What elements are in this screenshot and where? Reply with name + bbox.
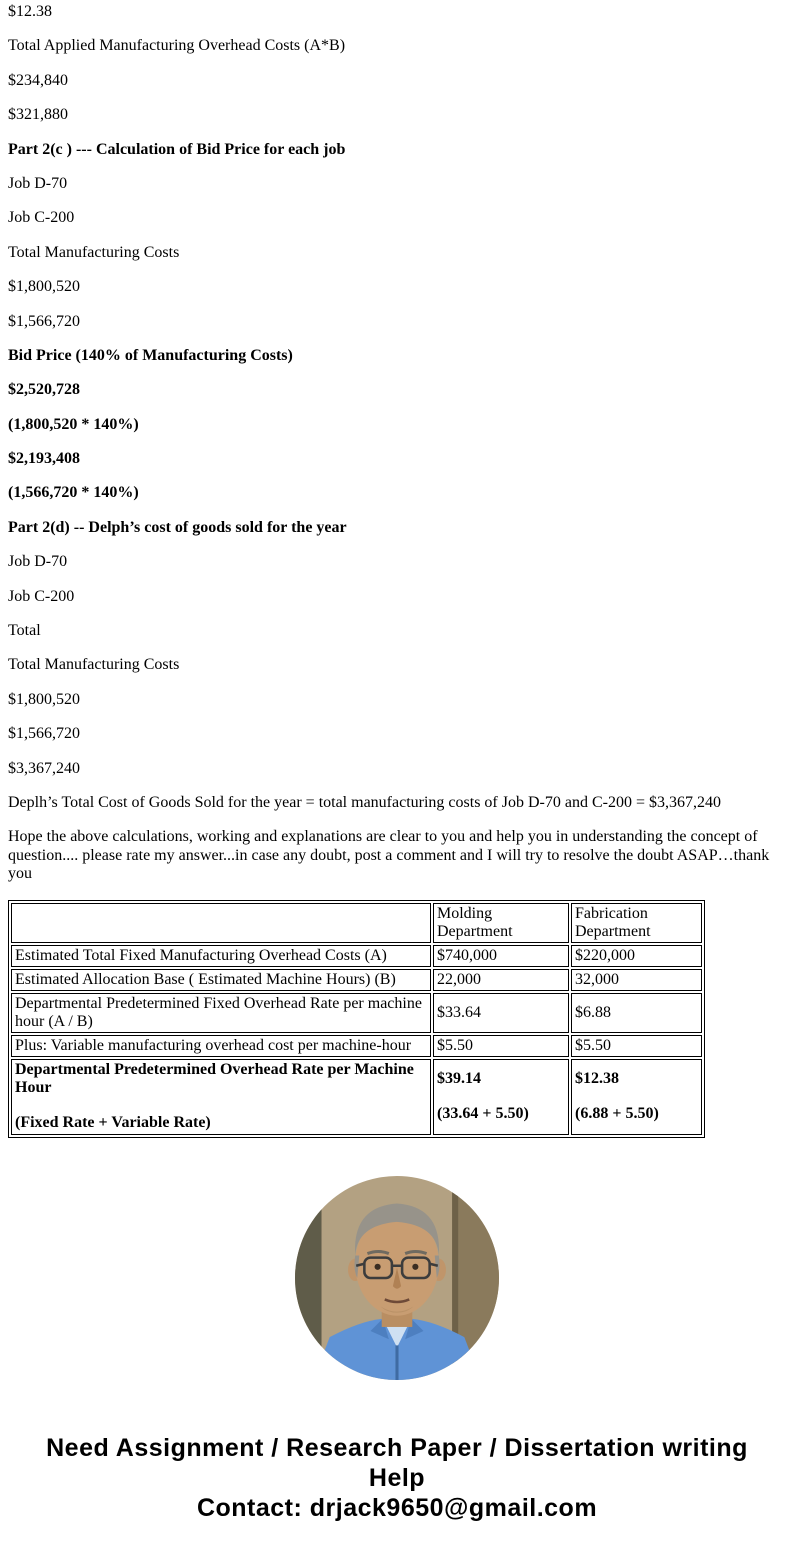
table-row bbox=[11, 945, 702, 967]
table-cell: $33.64 bbox=[433, 993, 569, 1033]
doc-paragraph: Job C-200 bbox=[8, 209, 75, 227]
table-cell-line: $12.38 bbox=[575, 1069, 619, 1087]
table-row bbox=[11, 969, 702, 991]
doc-paragraph: $321,880 bbox=[8, 106, 68, 124]
doc-paragraph: $2,193,408 bbox=[8, 450, 80, 468]
doc-paragraph: $3,367,240 bbox=[8, 759, 80, 777]
tutor-photo-section bbox=[8, 1176, 786, 1385]
table-total-row bbox=[11, 1059, 702, 1135]
answer-document bbox=[8, 3, 786, 884]
doc-paragraph: $1,566,720 bbox=[8, 725, 80, 743]
doc-paragraph: Total bbox=[8, 622, 41, 640]
table-cell: $5.50 bbox=[571, 1035, 702, 1057]
doc-paragraph: $234,840 bbox=[8, 71, 68, 89]
table-cell: 32,000 bbox=[571, 969, 702, 991]
doc-paragraph: (1,800,520 * 140%) bbox=[8, 415, 139, 433]
doc-paragraph: $1,800,520 bbox=[8, 690, 80, 708]
doc-paragraph: Total Manufacturing Costs bbox=[8, 243, 180, 261]
doc-paragraph: Total Manufacturing Costs bbox=[8, 656, 180, 674]
table-cell: $220,000 bbox=[571, 945, 702, 967]
footer-promo bbox=[27, 1433, 767, 1523]
table-cell-line: Departmental Predetermined Overhead Rate per Machine Hour bbox=[15, 1060, 414, 1096]
table-header-molding: Molding Department bbox=[433, 903, 569, 943]
doc-heading-bid-price: Bid Price (140% of Manufacturing Costs) bbox=[8, 346, 293, 364]
doc-closing-note: Hope the above calculations, working and explanations are clear to you and help you in understanding the concept of question.... please rate my answer...in case any doubt, post a comment and I will try to resolve the doubt ASAP…thank you bbox=[8, 828, 770, 883]
table-cell: $740,000 bbox=[433, 945, 569, 967]
table-cell: Plus: Variable manufacturing overhead cost per machine-hour bbox=[11, 1035, 431, 1057]
table-cell: $5.50 bbox=[433, 1035, 569, 1057]
doc-paragraph: $2,520,728 bbox=[8, 381, 80, 399]
table-row bbox=[11, 993, 702, 1033]
doc-paragraph: $1,566,720 bbox=[8, 312, 80, 330]
table-cell bbox=[11, 1059, 431, 1135]
doc-paragraph: Total Applied Manufacturing Overhead Costs (A*B) bbox=[8, 37, 346, 55]
table-row bbox=[11, 1035, 702, 1057]
doc-heading-part2d: Part 2(d) -- Delph’s cost of goods sold for the year bbox=[8, 518, 347, 536]
table-cell bbox=[571, 1059, 702, 1135]
footer-help-heading: Need Assignment / Research Paper / Dissertation writing Help bbox=[46, 1433, 748, 1492]
doc-paragraph: Job D-70 bbox=[8, 174, 68, 192]
avatar bbox=[295, 1176, 499, 1380]
table-cell: 22,000 bbox=[433, 969, 569, 991]
doc-paragraph: $1,800,520 bbox=[8, 278, 80, 296]
table-cell-line: (Fixed Rate + Variable Rate) bbox=[15, 1114, 211, 1132]
table-cell: $6.88 bbox=[571, 993, 702, 1033]
table-cell: Departmental Predetermined Fixed Overhead Rate per machine hour (A / B) bbox=[11, 993, 431, 1033]
doc-paragraph: $12.38 bbox=[8, 3, 52, 20]
footer-contact: Contact: drjack9650@gmail.com bbox=[196, 1493, 598, 1522]
person-photo-graphic bbox=[295, 1176, 499, 1380]
doc-paragraph: (1,566,720 * 140%) bbox=[8, 484, 139, 502]
doc-paragraph: Deplh’s Total Cost of Goods Sold for the year = total manufacturing costs of Job D-70 and C-200 = $3,367,240 bbox=[8, 793, 721, 811]
table-cell: Estimated Total Fixed Manufacturing Overhead Costs (A) bbox=[11, 945, 431, 967]
doc-paragraph: Job D-70 bbox=[8, 553, 68, 571]
table-cell-line: $39.14 bbox=[437, 1069, 481, 1087]
table-cell bbox=[433, 1059, 569, 1135]
overhead-rate-table bbox=[8, 900, 705, 1138]
doc-heading-part2c: Part 2(c ) --- Calculation of Bid Price for each job bbox=[8, 140, 346, 158]
table-cell-blank bbox=[11, 903, 431, 943]
doc-paragraph: Job C-200 bbox=[8, 587, 75, 605]
table-header-fabrication: Fabrication Department bbox=[571, 903, 702, 943]
table-cell: Estimated Allocation Base ( Estimated Machine Hours) (B) bbox=[11, 969, 431, 991]
table-cell-line: (6.88 + 5.50) bbox=[575, 1105, 659, 1123]
table-cell-line: (33.64 + 5.50) bbox=[437, 1105, 529, 1123]
table-header-row bbox=[11, 903, 702, 943]
